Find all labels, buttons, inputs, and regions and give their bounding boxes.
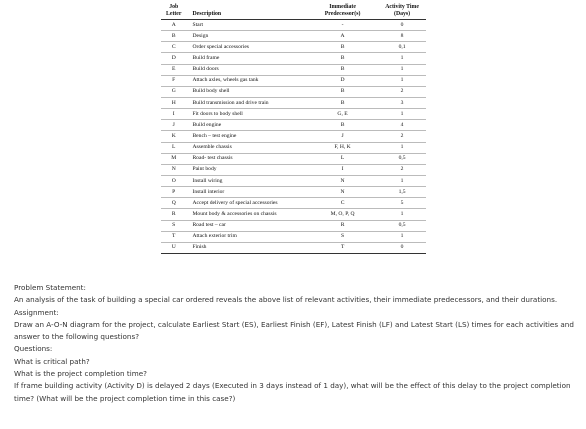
cell-description: Fit doors to body shell bbox=[186, 109, 307, 120]
cell-activity-time: 0 bbox=[378, 20, 426, 31]
problem-body: An analysis of the task of building a special car ordered reveals the above list of relevant activities, their immediate predecessors, and their durations. bbox=[14, 295, 558, 305]
cell-job-letter: C bbox=[161, 42, 186, 53]
cell-activity-time: 1 bbox=[378, 64, 426, 75]
cell-description: Accept delivery of special accessories bbox=[186, 198, 307, 209]
table-row bbox=[161, 75, 426, 86]
table-row bbox=[161, 198, 426, 209]
cell-job-letter: Q bbox=[161, 198, 186, 209]
cell-description: Build frame bbox=[186, 53, 307, 64]
cell-predecessors: R bbox=[307, 220, 378, 231]
cell-job-letter: D bbox=[161, 53, 186, 64]
cell-activity-time: 1 bbox=[378, 109, 426, 120]
table-row bbox=[161, 164, 426, 175]
cell-predecessors: M, O, P, Q bbox=[307, 209, 378, 220]
assignment-heading: Assignment: bbox=[14, 307, 59, 317]
cell-predecessors: F, H, K bbox=[307, 142, 378, 153]
question-1: What is critical path? bbox=[14, 356, 90, 366]
cell-job-letter: B bbox=[161, 31, 186, 42]
cell-description: Install wiring bbox=[186, 175, 307, 186]
cell-activity-time: 1 bbox=[378, 209, 426, 220]
header-pred-line1: Immediate bbox=[329, 4, 356, 10]
cell-activity-time: 0,5 bbox=[378, 153, 426, 164]
cell-description: Attach exterior trim bbox=[186, 231, 307, 242]
table-row bbox=[161, 97, 426, 108]
table-row bbox=[161, 42, 426, 53]
problem-heading: Problem Statement: bbox=[14, 283, 86, 292]
cell-description: Design bbox=[186, 31, 307, 42]
cell-job-letter: R bbox=[161, 209, 186, 220]
cell-activity-time: 1 bbox=[378, 53, 426, 64]
cell-activity-time: 3 bbox=[378, 97, 426, 108]
table-row bbox=[161, 187, 426, 198]
cell-activity-time: 2 bbox=[378, 86, 426, 97]
table-row bbox=[161, 231, 426, 242]
cell-description: Build body shell bbox=[186, 86, 307, 97]
cell-job-letter: T bbox=[161, 231, 186, 242]
table-row bbox=[161, 242, 426, 253]
cell-activity-time: 1 bbox=[378, 142, 426, 153]
cell-predecessors: J bbox=[307, 131, 378, 142]
cell-predecessors: B bbox=[307, 86, 378, 97]
table-row bbox=[161, 53, 426, 64]
questions-heading: Questions: bbox=[14, 344, 53, 354]
table-row bbox=[161, 31, 426, 42]
cell-activity-time: 5 bbox=[378, 198, 426, 209]
cell-description: Road- test chassis bbox=[186, 153, 307, 164]
cell-description: Order special accessories bbox=[186, 42, 307, 53]
table-row bbox=[161, 175, 426, 186]
cell-activity-time: 2 bbox=[378, 131, 426, 142]
table-body bbox=[161, 20, 426, 254]
cell-job-letter: S bbox=[161, 220, 186, 231]
cell-predecessors: G, E bbox=[307, 109, 378, 120]
cell-description: Install interior bbox=[186, 187, 307, 198]
table-row bbox=[161, 131, 426, 142]
cell-job-letter: K bbox=[161, 131, 186, 142]
cell-description: Build doors bbox=[186, 64, 307, 75]
cell-job-letter: N bbox=[161, 164, 186, 175]
table-row bbox=[161, 142, 426, 153]
header-job-letter-line1: Job bbox=[169, 4, 179, 10]
problem-text bbox=[14, 282, 579, 405]
cell-job-letter: F bbox=[161, 75, 186, 86]
cell-description: Finish bbox=[186, 242, 307, 253]
cell-predecessors: N bbox=[307, 187, 378, 198]
cell-job-letter: U bbox=[161, 242, 186, 253]
cell-job-letter: H bbox=[161, 97, 186, 108]
header-job-letter bbox=[161, 4, 186, 20]
table-row bbox=[161, 220, 426, 231]
table-row bbox=[161, 153, 426, 164]
cell-predecessors: B bbox=[307, 64, 378, 75]
cell-activity-time: 0,1 bbox=[378, 42, 426, 53]
cell-predecessors: N bbox=[307, 175, 378, 186]
header-activity-time bbox=[378, 4, 426, 20]
cell-activity-time: 0,5 bbox=[378, 220, 426, 231]
table-row bbox=[161, 64, 426, 75]
table-row bbox=[161, 109, 426, 120]
question-2: What is the project completion time? bbox=[14, 369, 147, 379]
cell-description: Build engine bbox=[186, 120, 307, 131]
table-row bbox=[161, 20, 426, 31]
cell-job-letter: I bbox=[161, 109, 186, 120]
cell-predecessors: I bbox=[307, 164, 378, 175]
cell-description: Start bbox=[186, 20, 307, 31]
cell-activity-time: 1 bbox=[378, 231, 426, 242]
cell-description: Assemble chassis bbox=[186, 142, 307, 153]
cell-description: Bench – test engine bbox=[186, 131, 307, 142]
header-pred-line2: Predecessor(s) bbox=[324, 11, 361, 17]
table-header-row bbox=[161, 4, 426, 20]
cell-predecessors: B bbox=[307, 97, 378, 108]
cell-predecessors: B bbox=[307, 42, 378, 53]
cell-job-letter: L bbox=[161, 142, 186, 153]
cell-description: Mount body & accessories on chassis bbox=[186, 209, 307, 220]
assignment-body: Draw an A-O-N diagram for the project, calculate Earliest Start (ES), Earliest Finish (EF), Latest Finish (LF) and Latest Start (LS) times for each activities and answer to the following questions? bbox=[14, 319, 574, 342]
header-job-letter-line2: Letter bbox=[166, 11, 182, 17]
cell-predecessors: L bbox=[307, 153, 378, 164]
cell-predecessors: C bbox=[307, 198, 378, 209]
cell-activity-time: 4 bbox=[378, 120, 426, 131]
cell-job-letter: G bbox=[161, 86, 186, 97]
header-time-line1: Activity Time bbox=[385, 4, 419, 10]
cell-activity-time: 0 bbox=[378, 242, 426, 253]
cell-activity-time: 1 bbox=[378, 75, 426, 86]
cell-job-letter: J bbox=[161, 120, 186, 131]
table-row bbox=[161, 209, 426, 220]
cell-description: Road test – car bbox=[186, 220, 307, 231]
cell-description: Build transmission and drive train bbox=[186, 97, 307, 108]
cell-predecessors: D bbox=[307, 75, 378, 86]
cell-predecessors: B bbox=[307, 120, 378, 131]
header-description: Description bbox=[186, 4, 307, 20]
cell-predecessors: S bbox=[307, 231, 378, 242]
cell-job-letter: E bbox=[161, 64, 186, 75]
activity-table-container bbox=[161, 4, 426, 254]
cell-description: Attach axles, wheels gas tank bbox=[186, 75, 307, 86]
cell-job-letter: P bbox=[161, 187, 186, 198]
cell-activity-time: 1,5 bbox=[378, 187, 426, 198]
cell-activity-time: 2 bbox=[378, 164, 426, 175]
cell-activity-time: 1 bbox=[378, 175, 426, 186]
table-row bbox=[161, 120, 426, 131]
cell-job-letter: O bbox=[161, 175, 186, 186]
cell-predecessors: A bbox=[307, 31, 378, 42]
header-predecessors bbox=[307, 4, 378, 20]
cell-predecessors: - bbox=[307, 20, 378, 31]
table-row bbox=[161, 86, 426, 97]
question-3: If frame building activity (Activity D) is delayed 2 days (Executed in 3 days instead of 1 day), what will be the effect of this delay to the project completion time? (What will be the project completion time in this case?) bbox=[14, 381, 571, 403]
cell-description: Paint body bbox=[186, 164, 307, 175]
cell-job-letter: A bbox=[161, 20, 186, 31]
cell-predecessors: B bbox=[307, 53, 378, 64]
cell-activity-time: 8 bbox=[378, 31, 426, 42]
activity-table bbox=[161, 4, 426, 254]
header-time-line2: (Days) bbox=[394, 11, 411, 17]
cell-predecessors: T bbox=[307, 242, 378, 253]
cell-job-letter: M bbox=[161, 153, 186, 164]
